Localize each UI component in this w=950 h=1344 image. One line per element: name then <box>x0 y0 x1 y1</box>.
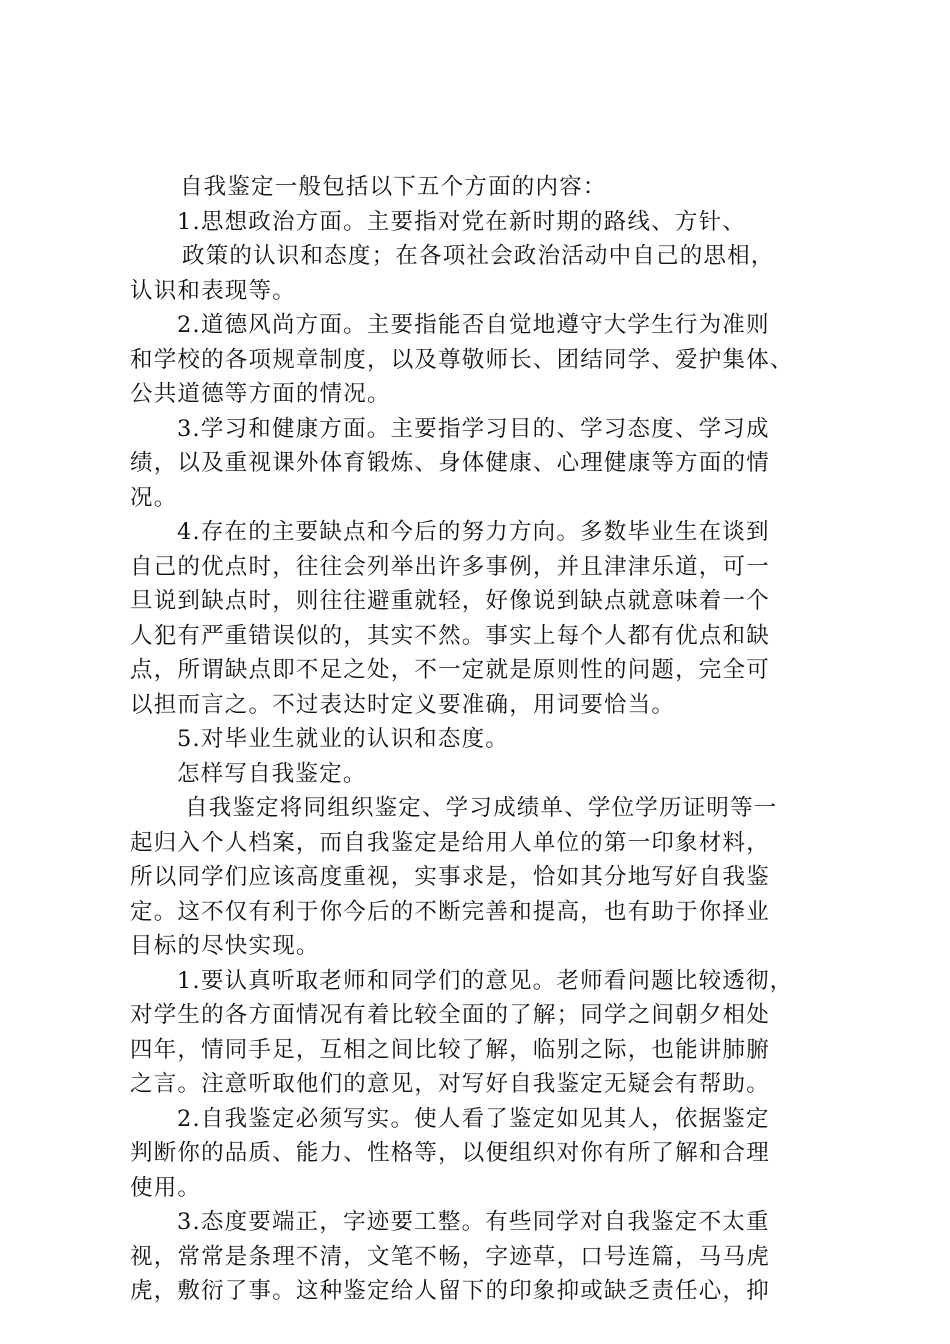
text-line: 公共道德等方面的情况。 <box>130 381 391 407</box>
document-body <box>130 170 830 1309</box>
text-line: 3.学习和健康方面。主要指学习目的、学习态度、学习成 <box>177 415 770 442</box>
text-line: 目标的尽快实现。 <box>130 933 320 959</box>
text-line: 认识和表现等。 <box>130 277 296 304</box>
text-line: 1.思想政治方面。主要指对党在新时期的路线、方针、 <box>177 208 746 235</box>
text-line: 况。 <box>130 484 178 511</box>
text-line: 1.要认真听取老师和同学们的意见。老师看问题比较透彻， <box>177 967 794 994</box>
text-line: 自己的优点时，往往会列举出许多事例，并且津津乐道，可一 <box>130 553 770 580</box>
text-line: 绩，以及重视课外体育锻炼、身体健康、心理健康等方面的情 <box>130 450 770 476</box>
text-line: 3.态度要端正，字迹要工整。有些同学对自我鉴定不太重 <box>177 1209 770 1235</box>
text-line: 政策的认识和态度；在各项社会政治活动中自己的思相， <box>182 243 775 269</box>
text-line: 定。这不仅有利于你今后的不断完善和提高，也有助于你择业 <box>130 898 770 925</box>
text-line: 5.对毕业生就业的认识和态度。 <box>177 726 509 752</box>
text-line: 2.道德风尚方面。主要指能否自觉地遵守大学生行为准则 <box>177 312 770 338</box>
text-line: 虎，敷衍了事。这种鉴定给人留下的印象抑或缺乏责任心，抑 <box>130 1278 770 1304</box>
text-line: 对学生的各方面情况有着比较全面的了解；同学之间朝夕相处 <box>130 1002 770 1028</box>
text-line: 使用。 <box>130 1174 202 1201</box>
text-line: 四年，情同手足，互相之间比较了解，临别之际，也能讲肺腑 <box>130 1036 770 1063</box>
text-line: 4.存在的主要缺点和今后的努力方向。多数毕业生在谈到 <box>177 519 770 545</box>
text-line: 之言。注意听取他们的意见，对写好自我鉴定无疑会有帮助。 <box>130 1071 770 1097</box>
text-line: 和学校的各项规章制度，以及尊敬师长、团结同学、爱护集体、 <box>130 346 794 373</box>
text-line: 自我鉴定将同组织鉴定、学习成绩单、学位学历证明等一 <box>185 795 778 821</box>
text-line: 判断你的品质、能力、性格等，以便组织对你有所了解和合理 <box>130 1140 770 1166</box>
text-line: 自我鉴定一般包括以下五个方面的内容： <box>180 174 607 200</box>
text-line: 所以同学们应该高度重视，实事求是，恰如其分地写好自我鉴 <box>130 864 770 890</box>
text-line: 以担而言之。不过表达时定义要准确，用词要恰当。 <box>130 691 676 718</box>
text-line: 人犯有严重错误似的，其实不然。事实上每个人都有优点和缺 <box>130 622 770 649</box>
text-line: 2.自我鉴定必须写实。使人看了鉴定如见其人，依据鉴定 <box>177 1105 770 1132</box>
text-line: 旦说到缺点时，则往往避重就轻，好像说到缺点就意味着一个 <box>130 588 770 614</box>
text-line: 视，常常是条理不清，文笔不畅，字迹草，口号连篇，马马虎 <box>130 1243 770 1270</box>
text-line: 起归入个人档案，而自我鉴定是给用人单位的第一印象材料， <box>130 829 770 856</box>
text-line: 点，所谓缺点即不足之处，不一定就是原则性的问题，完全可 <box>130 657 770 683</box>
text-line: 怎样写自我鉴定。 <box>177 760 367 787</box>
